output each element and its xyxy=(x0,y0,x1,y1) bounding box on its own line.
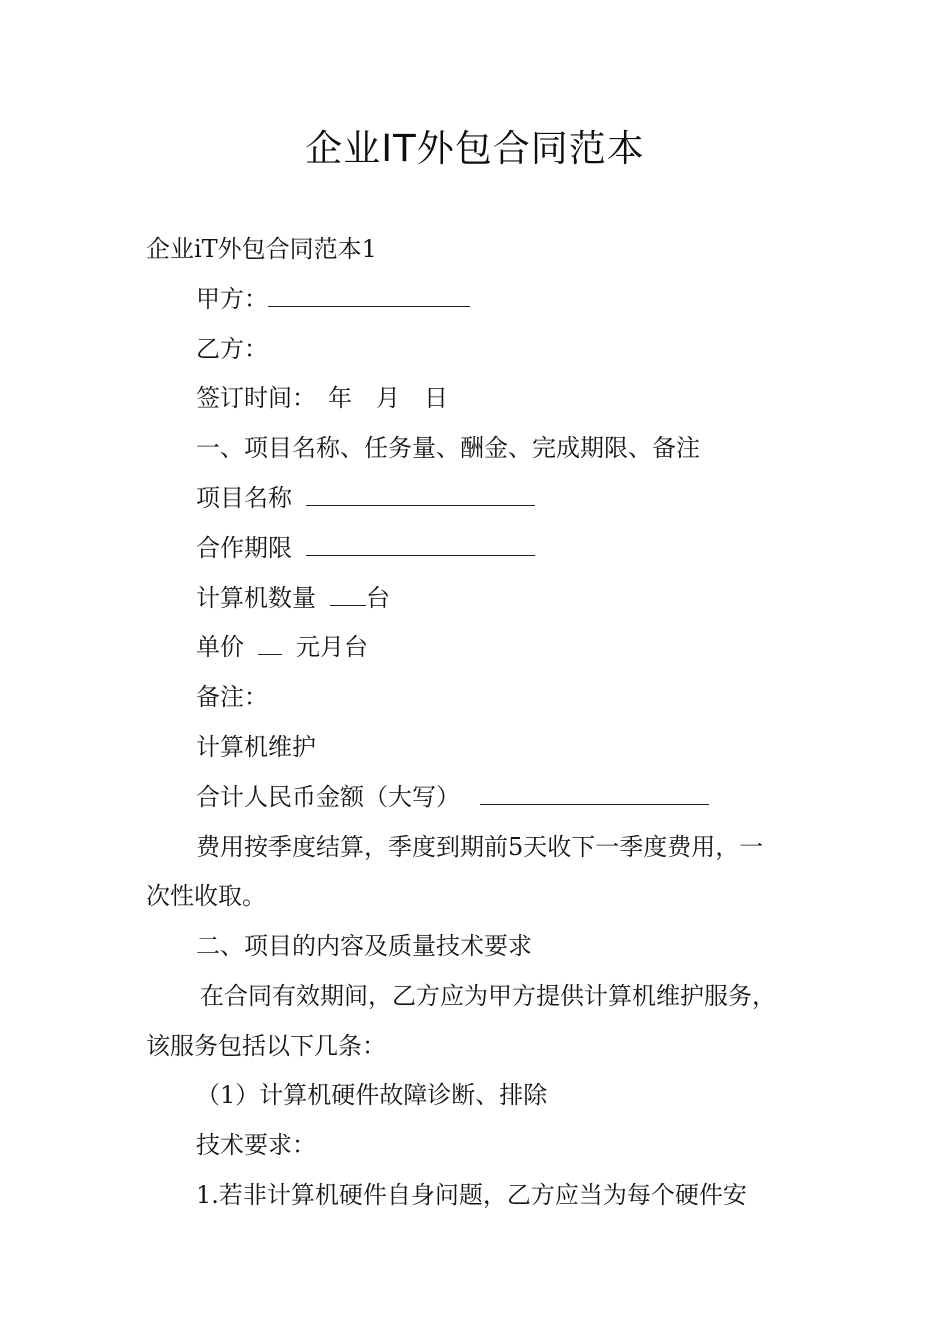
cooperation-period-line xyxy=(196,533,535,563)
section2-paragraph-line2: 该服务包括以下几条： xyxy=(146,1032,386,1060)
service-item-1: （1）计算机硬件故障诊断、排除 xyxy=(196,1081,548,1109)
project-name-line xyxy=(196,483,535,513)
cooperation-period-blank xyxy=(306,533,535,556)
project-name-label: 项目名称 xyxy=(196,484,292,512)
party-b-label: 乙方： xyxy=(196,335,268,363)
total-amount-label: 合计人民币金额（大写） xyxy=(196,783,460,811)
remarks-value: 计算机维护 xyxy=(196,733,316,761)
unit-price-blank xyxy=(258,632,282,655)
document-subtitle: 企业iT外包合同范本1 xyxy=(146,235,377,263)
project-name-blank xyxy=(306,483,535,506)
sign-date: 签订时间： 年 月 日 xyxy=(196,384,448,412)
total-amount-line xyxy=(196,782,709,812)
remarks-label: 备注： xyxy=(196,683,268,711)
unit-price-unit: 元月台 xyxy=(296,633,368,661)
section1-heading: 一、项目名称、任务量、酬金、完成期限、备注 xyxy=(196,434,700,462)
party-a-blank xyxy=(268,284,470,307)
total-amount-blank xyxy=(480,782,709,805)
computer-count-line xyxy=(196,583,390,613)
payment-terms-line2: 次性收取。 xyxy=(146,882,266,910)
unit-price-line xyxy=(196,632,368,662)
tech-requirements-label: 技术要求： xyxy=(196,1131,316,1159)
section2-heading: 二、项目的内容及质量技术要求 xyxy=(196,932,532,960)
party-a-line xyxy=(196,284,470,314)
computer-count-unit: 台 xyxy=(366,584,390,612)
cooperation-period-label: 合作期限 xyxy=(196,534,292,562)
requirement-1: 1.若非计算机硬件自身问题，乙方应当为每个硬件安 xyxy=(196,1181,747,1209)
computer-count-label: 计算机数量 xyxy=(196,584,316,612)
party-a-label: 甲方： xyxy=(196,285,268,313)
section2-paragraph-line1: 在合同有效期间，乙方应为甲方提供计算机维护服务， xyxy=(200,982,776,1010)
computer-count-blank xyxy=(330,583,366,606)
payment-terms-line1: 费用按季度结算，季度到期前5天收下一季度费用，一 xyxy=(196,833,764,861)
unit-price-label: 单价 xyxy=(196,633,244,661)
document-title: 企业IT外包合同范本 xyxy=(305,127,645,170)
